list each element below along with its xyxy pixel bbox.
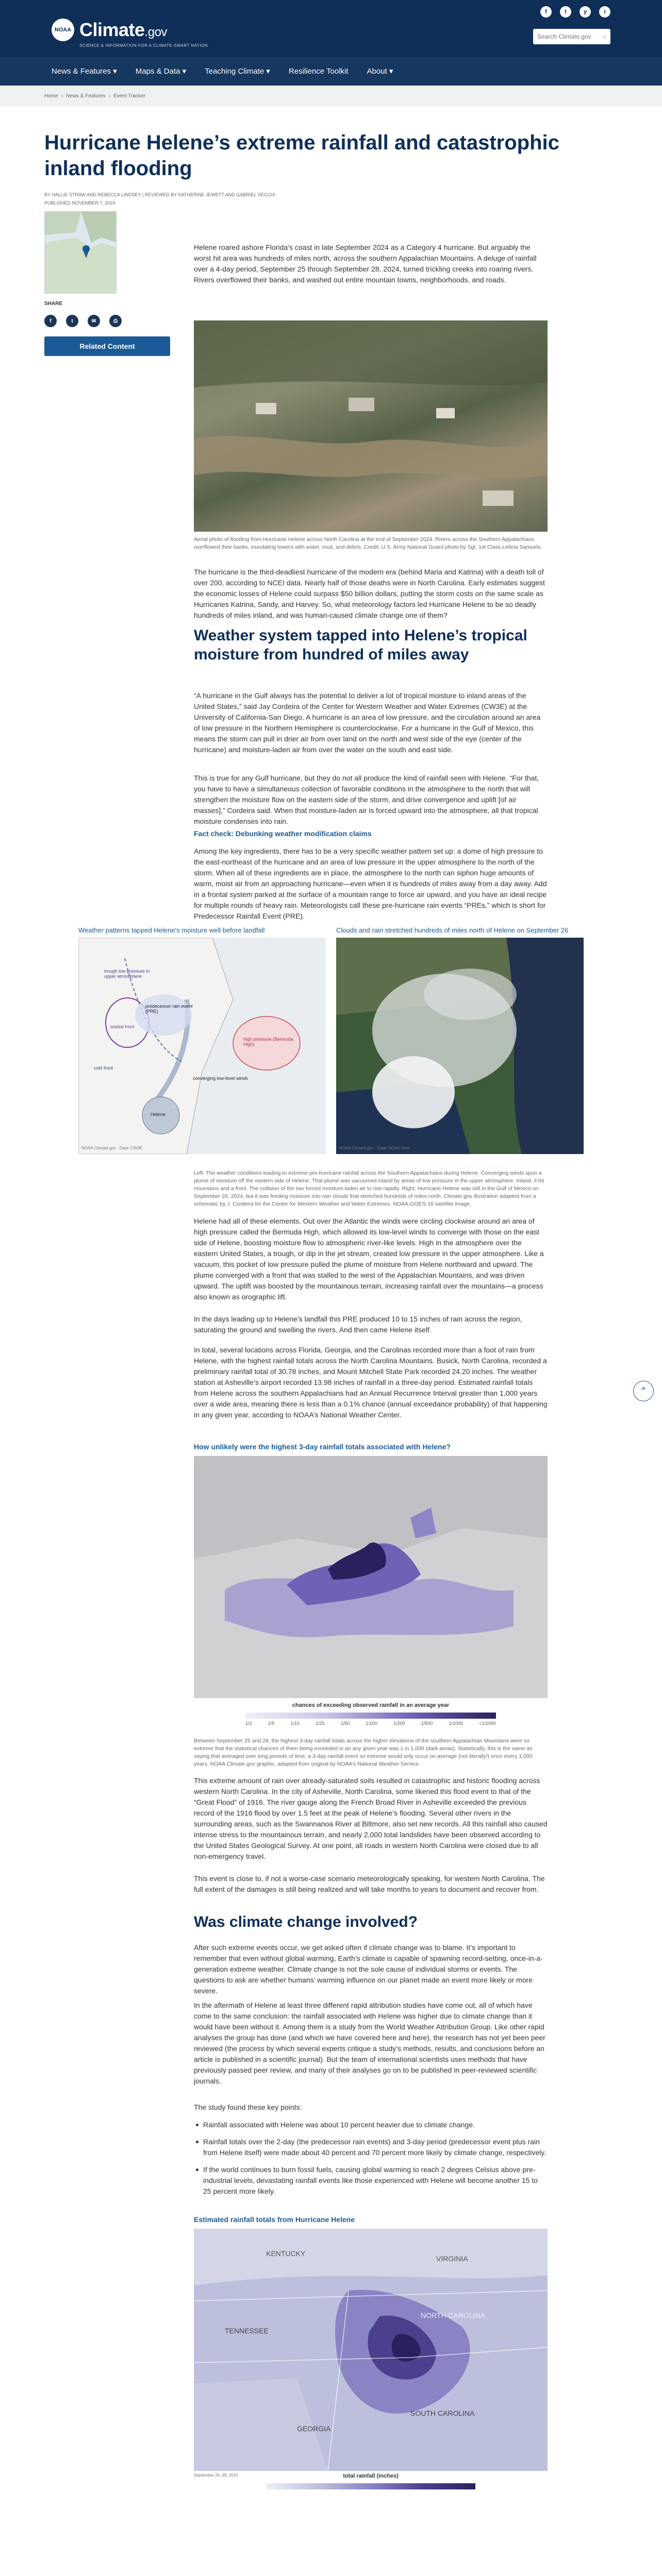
label-pre: predecessor rain event (PRE)	[145, 1004, 193, 1014]
paragraph-worst-case: This event is close to, if not a worse-case scenario meteorologically speaking, for western North Carolina. The full extent of the damages is still being realized and will take months to years to document and recover from.	[194, 1874, 545, 1893]
figure-caption-weather: Left: The weather conditions leading to extreme pre-hurricane rainfall across the Southern Appalachians during Helene. Converging winds spun a plume of moisture off the eastern side of Helene. That plume was vacuumed inland by areas of low pressure in the upper atmosphere. Inland, it hit mountains and a front. The collision of the two forced moisture-laden air to rise rapidly. Right: Hurricane Helene was still in the Gulf of Mexico on September 26, 2024, but it was feeding moisture into rain clouds that stretched hundreds of miles north. Climate.gov illustration adapted from a schematic by J. Cordeira for the Center for Western Weather and Water Extremes. NOAA-GOES-16 satellite image.	[194, 1170, 544, 1207]
nav-maps-data[interactable]: Maps & Data ▾	[135, 67, 187, 76]
logo-tagline: SCIENCE & INFORMATION FOR A CLIMATE-SMART NATION	[79, 43, 208, 48]
satellite-image	[336, 938, 584, 1154]
figure-right-title: Clouds and rain stretched hundreds of miles north of Helene on September 26	[336, 926, 569, 934]
rainfall-map-credit: September 25–28, 2024	[194, 2473, 238, 2478]
search-placeholder: Search Climate.gov	[537, 33, 591, 40]
fact-check-link[interactable]: Fact check: Debunking weather modification claims	[194, 829, 372, 838]
publish-date: PUBLISHED NOVEMBER 7, 2024	[44, 200, 115, 206]
figure-rainfall-title: Estimated rainfall totals from Hurricane Helene	[194, 2215, 355, 2224]
paragraph-totals: In total, several locations across Florida, Georgia, and the Carolinas recorded more than a foot of rain from Helene, with the highest rainfall totals across the North Carolina Mountains. Busick, North Carolina, recorded a preliminary rainfall total of 30.78 inches, and Mount Mitchell State Park recorded 24.20 inches. The weather station at Asheville’s airport recorded 13.98 inches of rainfall in a three-day period. Estimated rainfall totals from Helene across the southern Appalachians had an Annual Recurrence Interval greater than 1,000 years over a wide area, meaning there is less than a 0.1% chance (annual exceedance probability) of that happening in any given year, according to NOAA’s National Weather Center.	[194, 1346, 548, 1419]
photo-caption: Aerial photo of flooding from Hurricane Helene across North Carolina at the end of September 2024. Rivers across the Southern Appalachians overflowed their banks, inundating towers with water, mud, and debris. Credit: U.S. Army National Guard photo by Sgt. 1st Class Leticia Samuels.	[194, 536, 542, 550]
figure-rainfall-map	[194, 2229, 548, 2497]
state-label-virginia: VIRGINIA	[436, 2255, 468, 2263]
paragraph-key-points: The study found these key points:	[194, 2103, 302, 2111]
share-twitter-icon[interactable]: t	[66, 315, 78, 327]
figure-caption-recurrence: Between September 25 and 28, the highest 3-day rainfall totals across the higher elevations of the southern Appalachian Mountains were so extreme that the statistical chances of them being exceeded in an any given year was 1 in 1,000 (dark areas). Statistically, this is the same as saying that averaged over long periods of time, a 3-day rainfall event so extreme would only occur on average (not literally!) once every 1,000 years. NOAA Climate.gov graphic, adapted from original by NOAA’s National Weather Service.	[194, 1738, 533, 1767]
site-header	[0, 0, 662, 57]
recurrence-legend-tick: 1/10	[290, 1721, 300, 1726]
figure-left-title: Weather patterns tapped Helene's moisture well before landfall	[78, 926, 265, 934]
recurrence-legend-tick: 1/5	[268, 1721, 275, 1726]
logo-wordmark: Climate.gov	[79, 19, 167, 40]
recurrence-legend-tick: 1/200	[393, 1721, 405, 1726]
main-nav	[0, 57, 662, 86]
instagram-icon[interactable]: i	[599, 6, 610, 18]
paragraph-pre: In the days leading up to Helene’s landfall this PRE produced 10 to 15 inches of rain across the region, saturating the ground and swelling the rivers. And then came Helene itself.	[194, 1315, 522, 1334]
breadcrumb-home[interactable]: Home	[44, 93, 58, 99]
state-label-south-carolina: SOUTH CAROLINA	[410, 2409, 475, 2417]
list-item: Rainfall totals over the 2-day (the predecessor rain events) and 3-day period (predecessor event plus rain from Helene itself) were made about 40 percent and 70 percent more likely by climate change, respectively.	[194, 2137, 548, 2158]
figure-recurrence-map	[194, 1456, 548, 1731]
figure-recurrence-title: How unlikely were the highest 3-day rainfall totals associated with Helene?	[194, 1443, 451, 1451]
recurrence-legend-ticks	[245, 1721, 496, 1726]
aerial-flood-photo-graphic	[194, 320, 548, 532]
rainfall-legend-title: total rainfall (inches)	[343, 2473, 399, 2479]
nav-about[interactable]: About ▾	[367, 67, 393, 76]
recurrence-legend-tick: 1/25	[316, 1721, 325, 1726]
site-logo[interactable]	[52, 19, 167, 41]
state-label-tennessee: TENNESSEE	[225, 2327, 269, 2335]
recurrence-legend-tick: 1/50	[340, 1721, 350, 1726]
figure-weather-pattern	[78, 926, 584, 1163]
nav-resilience-toolkit[interactable]: Resilience Toolkit	[288, 66, 349, 76]
recurrence-legend-scale	[245, 1713, 496, 1719]
label-cold-front: cold front	[94, 1065, 113, 1071]
paragraph-conditions: This is true for any Gulf hurricane, but they do not all produce the kind of rainfall seen with Helene. “For that, you have to have a simultaneous collection of favorable conditions in the atmosphere to the north that will strengthen the moisture flow on the eastern side of the storm, and drive convergence and uplift [of air masses],” Cordeira said. When that moisture-laden air is forced upward into the atmosphere, all that tropical moisture condenses into rain.	[194, 774, 539, 825]
article-byline	[44, 191, 275, 207]
rainfall-legend-scale	[266, 2483, 475, 2489]
nav-news-features[interactable]: News & Features ▾	[52, 67, 117, 76]
list-item: Rainfall associated with Helene was about 10 percent heavier due to climate change.	[194, 2120, 548, 2130]
list-item: If the world continues to burn fossil fuels, causing global warming to reach 2 degrees Celsius above pre-industrial levels, devastating rainfall events like those experienced with Helene will become another 15 to 25 percent more likely.	[194, 2164, 548, 2197]
breadcrumb-separator: ›	[108, 93, 111, 99]
right-figure-credit: NOAA Climate.gov · Data: NOAA View	[339, 1146, 410, 1150]
share-print-icon[interactable]: ⎙	[109, 315, 122, 327]
recurrence-map-graphic	[194, 1456, 548, 1698]
authors: BY HALLIE STRAW AND REBECCA LINDSEY | REVIEWED BY KATHERINE JEWETT AND GABRIEL VECCHI	[44, 192, 275, 197]
state-label-north-carolina: NORTH CAROLINA	[421, 2311, 485, 2319]
recurrence-legend-tick: 1/100	[366, 1721, 377, 1726]
label-helene: Helene	[151, 1112, 166, 1117]
breadcrumb-event-tracker[interactable]: Event Tracker	[113, 93, 145, 99]
recurrence-legend-tick: 1/500	[421, 1721, 433, 1726]
social-links	[540, 6, 610, 18]
paragraph-flooding: This extreme amount of rain over already-saturated soils resulted in catastrophic and historic flooding across western North Carolina. In the city of Asheville, North Carolina, some likened this flood event to that of the “Great Flood” of 1916. The river gauge along the French Broad River in Asheville exceeded the previous record of the 1916 flood by over 1.5 feet at the peak of Helene’s flooding. Several other rivers in the surrounding areas, such as the Swannanoa River at Biltmore, also set new records. All this rainfall also caused intense stress to the mountainous terrain, and nearly 2,000 total landslides have been observed according to the United States Geological Survey. At one point, all roads in western North Carolina were closed due to all non-emergency travel.	[194, 1776, 548, 1860]
label-trough: trough low pressure in upper atmosphere	[104, 969, 150, 979]
scroll-to-top-button[interactable]: ⌃	[633, 1381, 654, 1401]
recurrence-legend-tick: <1/1000	[479, 1721, 496, 1726]
breadcrumb-separator: ›	[61, 93, 63, 99]
paragraph-bermuda-high: Helene had all of these elements. Out over the Atlantic the winds were circling clockwise around an area of high pressure called the Bermuda High, which allowed its low-level winds to converge with those on the east side of Helene, boosting moisture flow to atmospheric river-like levels. High in the atmosphere over the eastern United States, a trough, or dip in the jet stream, created low pressure in the upper atmosphere. Like a vacuum, this pocket of low pressure pulled the plume of moisture from Helene northward and upward. The plume converged with a front that was stalled to the west of the Appalachian Mountains, and was driven upward. The uplift was boosted by the mountainous terrain, increasing rainfall over the mountains—a process also known as orographic lift.	[194, 1217, 544, 1301]
facebook-icon[interactable]: f	[540, 6, 552, 18]
recurrence-legend-title: chances of exceeding observed rainfall in an average year	[292, 1702, 450, 1708]
twitter-icon[interactable]: t	[560, 6, 571, 18]
location-map[interactable]	[44, 211, 117, 294]
noaa-logo-icon: NOAA	[52, 19, 74, 41]
paragraph-intro: Helene roared ashore Florida’s coast in late September 2024 as a Category 4 hurricane. But arguably the worst hit area was hundreds of miles north, across the southern Appalachian Mountains. A deluge of rainfall over a 4-day period, September 25 through September 28, 2024, turned trickling creeks into roaring rivers. Rivers overflowed their banks, and washed out entire mountain towns, neighborhoods, and roads.	[194, 243, 537, 284]
breadcrumb-news[interactable]: News & Features	[66, 93, 106, 99]
youtube-icon[interactable]: y	[580, 6, 591, 18]
search-input[interactable]	[533, 29, 610, 44]
paragraph-attribution-studies: In the aftermath of Helene at least three different rapid attribution studies have come out, all of which have come to the same conclusion: the rainfall associated with Helene was higher due to climate change than it would have been without it. Among them is a study from the World Weather Attribution Group. Like other rapid analyses the group has done (and which we have covered here and here), the research has not yet been peer reviewed (the process by which several experts critique a study’s methods, results, and conclusions before an article is published in a scientific journal). But the team of international scientists uses methods that have previously passed peer review, and many of their analyses go on to be published in peer-reviewed scientific journals.	[194, 2001, 545, 2085]
search-icon[interactable]: ⌕	[603, 32, 606, 40]
share-email-icon[interactable]: ✉	[88, 315, 100, 327]
section-heading-weather: Weather system tapped into Helene’s tropical moisture from hundred of miles away	[194, 627, 527, 663]
location-map-graphic	[45, 212, 117, 294]
label-high-pressure: high pressure (Bermuda High)	[243, 1037, 293, 1047]
state-label-kentucky: KENTUCKY	[266, 2249, 306, 2258]
nav-teaching-climate[interactable]: Teaching Climate ▾	[205, 67, 270, 76]
paragraph-cordeira: “A hurricane in the Gulf always has the potential to deliver a lot of tropical moisture to inland areas of the United States,” said Jay Cordeira of the Center for Western Weather and Water Extremes (CW3E) at the University of California-San Diego. A hurricane is an area of low pressure, and the circulation around an area of low pressure in the Northern Hemisphere is counterclockwise. For a hurricane in the Gulf of Mexico, this means the storm can pull in drier air from over land on the north and west side of the eye (center of the hurricane) and moisture-laden air from over the water on the south and east side.	[194, 691, 541, 754]
share-buttons	[44, 315, 170, 327]
page-title: Hurricane Helene’s extreme rainfall and catastrophic inland flooding	[44, 131, 559, 180]
label-converging-winds: converging low-level winds	[193, 1076, 249, 1081]
left-figure-credit: NOAA Climate.gov · Data: CW3E	[81, 1146, 143, 1150]
paragraph-ingredients: Among the key ingredients, there has to be a very specific weather pattern set up: a dome of high pressure to the east-northeast of the hurricane and an area of low pressure in the upper atmosphere to the north of the storm. When all of these ingredients are in place, the atmosphere to the north can siphon huge amounts of warm, moist air from an approaching hurricane—even when it is hundreds of miles away from a day away. Add in a frontal system parked at the surface of a mountain range to force air upward, and you have an ideal recipe for multiple rounds of heavy rain. Meteorologists call these pre-hurricane rain events “PREs,” which is short for Predecessor Rainfall Event (PRE).	[194, 847, 547, 920]
paragraph-deadliest: The hurricane is the third-deadliest hurricane of the modern era (behind Maria and Katrina) with a death toll of over 200, according to NCEI data. Nearly half of those deaths were in North Carolina. Early estimates suggest the economic losses of Helene could surpass $50 billion dollars, putting the storm costs on the same scale as Hurricanes Katrina, Sandy, and Harvey. So, what meteorology factors led Hurricane Helene to be so deadly hundreds of miles inland, and was human-caused climate change one of them?	[194, 568, 545, 619]
label-stalled-front: stalled front	[110, 1024, 135, 1029]
share-facebook-icon[interactable]: f	[44, 315, 57, 327]
paragraph-attribution-intro: After such extreme events occur, we get asked often if climate change was to blame. It’s important to remember that even without global warming, Earth’s climate is capable of spawning record-setting, once-in-a-generation extreme weather. Climate change is not the sole cause of individual storms or events. The questions to ask are whether humans’ warming influence on our planet made an event more likely or more severe.	[194, 1943, 543, 1995]
rainfall-map-graphic	[194, 2229, 548, 2471]
sidebar	[44, 211, 170, 356]
state-label-georgia: GEORGIA	[297, 2425, 331, 2433]
key-points-list	[194, 2120, 548, 2203]
share-label: SHARE	[44, 301, 63, 307]
recurrence-legend-tick: 1/1000	[449, 1721, 463, 1726]
related-content-button[interactable]: Related Content	[44, 336, 170, 356]
recurrence-legend-tick: 1/2	[245, 1721, 252, 1726]
aerial-flood-photo	[194, 320, 548, 532]
section-heading-climate-change: Was climate change involved?	[194, 1913, 418, 1930]
breadcrumb	[0, 86, 662, 106]
